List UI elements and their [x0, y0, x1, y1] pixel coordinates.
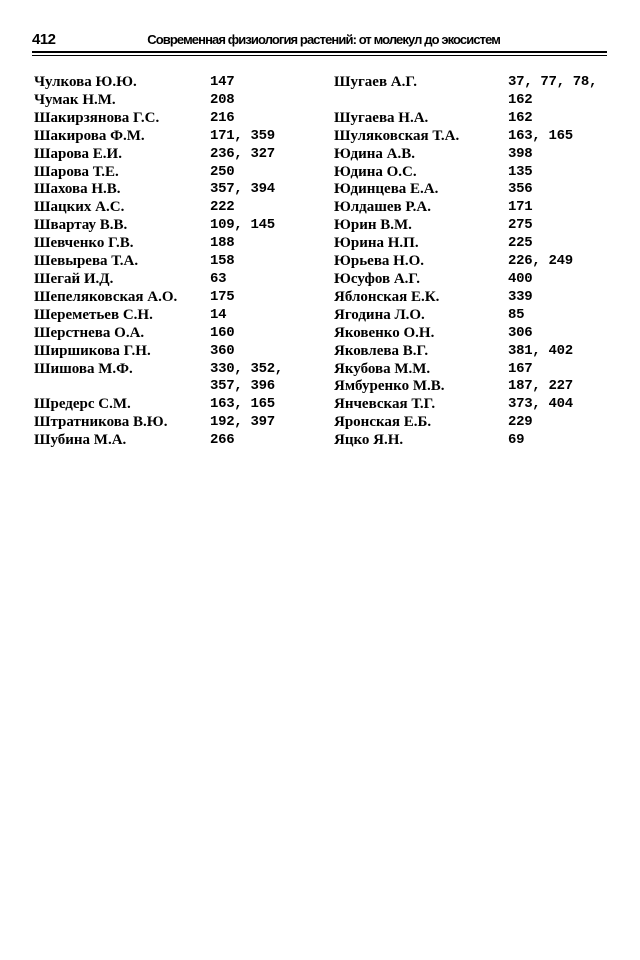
page-number: 412	[32, 31, 56, 48]
author-name: Яронская Е.Б.	[334, 414, 432, 431]
author-name: Яблонская Е.К.	[334, 288, 440, 305]
author-name: Юсуфов А.Г.	[334, 270, 421, 287]
author-name: Шугаева Н.А.	[334, 109, 429, 126]
author-name: Юдинцева Е.А.	[334, 181, 439, 198]
index-entry	[34, 432, 310, 450]
author-name: Шуляковская Т.А.	[334, 127, 460, 144]
author-name: Янчевская Т.Г.	[334, 396, 436, 413]
author-name: Яковенко О.Н.	[334, 324, 435, 341]
index-entry	[334, 396, 608, 414]
page-references: 163, 165	[508, 127, 573, 144]
index-entry	[334, 164, 608, 182]
header-rule-thick	[32, 51, 607, 53]
page-references: 225	[508, 235, 533, 252]
author-name: Штратникова В.Ю.	[34, 414, 168, 431]
index-entry	[34, 92, 310, 110]
running-header	[32, 31, 607, 51]
index-entry	[34, 146, 310, 164]
page-references: 216	[210, 109, 235, 126]
author-name: Ямбуренко М.В.	[334, 378, 445, 395]
header-rule-thin	[32, 55, 607, 56]
page-references: 339	[508, 288, 533, 305]
author-name: Шерстнева О.А.	[34, 324, 145, 341]
index-entry	[334, 235, 608, 253]
author-name: Шугаев А.Г.	[334, 74, 417, 90]
index-entry	[34, 414, 310, 432]
index-entry	[334, 146, 608, 164]
index-entry	[34, 307, 310, 325]
page-references: 85	[508, 306, 525, 323]
author-name: Шредерс С.М.	[34, 396, 131, 413]
page-references: 160	[210, 324, 235, 341]
author-name: Юрина Н.П.	[334, 235, 419, 252]
index-entry	[334, 181, 608, 199]
page-references: 163, 165	[210, 396, 275, 413]
page-references: 188	[210, 235, 235, 252]
page-references: 135	[508, 163, 533, 180]
index-entry	[34, 181, 310, 199]
index-entry	[334, 199, 608, 217]
index-entry	[34, 396, 310, 414]
author-name: Юдина О.С.	[334, 163, 417, 180]
index-entry	[34, 253, 310, 271]
page-references: 167	[508, 360, 533, 377]
index-entry	[334, 271, 608, 289]
page-references: 226, 249	[508, 253, 573, 270]
page-references: 381, 402	[508, 342, 573, 359]
author-name: Яцко Я.Н.	[334, 432, 404, 449]
page-references: 222	[210, 199, 235, 216]
index-entry	[334, 414, 608, 432]
page-references: 306	[508, 324, 533, 341]
index-entry	[334, 217, 608, 235]
page-references: 360	[210, 342, 235, 359]
author-name: Шевченко Г.В.	[34, 235, 134, 252]
index-entry	[34, 110, 310, 128]
author-name: Юлдашев Р.А.	[334, 199, 431, 216]
index-entry	[334, 325, 608, 343]
index-entry	[34, 343, 310, 361]
index-entry	[34, 289, 310, 307]
index-entry	[334, 289, 608, 307]
index-entry	[334, 74, 608, 110]
author-name: Шереметьев С.Н.	[34, 306, 153, 323]
page-references: 63	[210, 270, 227, 287]
author-name: Шацких А.С.	[34, 199, 125, 216]
author-name: Юрин В.М.	[334, 217, 412, 234]
page-references: 373, 404	[508, 396, 573, 413]
page-references: 158	[210, 253, 235, 270]
author-name: Шегай И.Д.	[34, 270, 114, 287]
index-entry	[34, 164, 310, 182]
index-column-left	[34, 74, 310, 450]
index-entry	[334, 432, 608, 450]
index-entry	[34, 235, 310, 253]
author-name: Шишова М.Ф.	[34, 360, 133, 377]
author-name: Шакирова Ф.М.	[34, 127, 145, 144]
page-references: 171, 359	[210, 127, 275, 144]
author-name: Якубова М.М.	[334, 360, 431, 377]
page-references: 187, 227	[508, 378, 573, 395]
author-name: Шарова Е.И.	[34, 145, 122, 162]
index-column-right	[334, 74, 608, 450]
page-references: 37, 77, 78, 162	[508, 74, 598, 108]
page-references: 171	[508, 199, 533, 216]
author-name: Шубина М.А.	[34, 432, 127, 449]
author-name: Чулкова Ю.Ю.	[34, 74, 137, 90]
page-references: 398	[508, 145, 533, 162]
index-entry	[34, 325, 310, 343]
index-entry	[34, 199, 310, 217]
page-references: 357, 394	[210, 181, 275, 198]
author-name: Шарова Т.Е.	[34, 163, 119, 180]
page-references: 69	[508, 432, 525, 449]
index-entry	[334, 307, 608, 325]
page-references: 266	[210, 432, 235, 449]
index-entry	[334, 361, 608, 379]
author-name: Юдина А.В.	[334, 145, 415, 162]
author-name: Шахова Н.В.	[34, 181, 121, 198]
author-name: Чумак Н.М.	[34, 91, 116, 108]
page-references: 356	[508, 181, 533, 198]
author-name: Шакирзянова Г.С.	[34, 109, 160, 126]
author-name: Юрьева Н.О.	[334, 253, 425, 270]
index-entry	[334, 128, 608, 146]
page-references: 109, 145	[210, 217, 275, 234]
author-name: Яковлева В.Г.	[334, 342, 429, 359]
page-references: 250	[210, 163, 235, 180]
page-references: 192, 397	[210, 414, 275, 431]
index-entry	[34, 217, 310, 235]
author-name: Ягодина Л.О.	[334, 306, 425, 323]
page-references: 175	[210, 288, 235, 305]
page-references: 275	[508, 217, 533, 234]
page-references: 330, 352, 357, 396	[210, 360, 283, 395]
index-entry	[334, 110, 608, 128]
page-references: 147	[210, 74, 235, 90]
index-entry	[334, 343, 608, 361]
author-name: Швартау В.В.	[34, 217, 128, 234]
author-name: Шевырева Т.А.	[34, 253, 139, 270]
page-references: 400	[508, 270, 533, 287]
index-entry	[34, 128, 310, 146]
page-references: 236, 327	[210, 145, 275, 162]
author-name: Ширшикова Г.Н.	[34, 342, 151, 359]
index-entry	[34, 271, 310, 289]
page-references: 229	[508, 414, 533, 431]
page-references: 162	[508, 109, 533, 126]
index-entry	[334, 253, 608, 271]
index-entry	[34, 361, 310, 397]
page-references: 14	[210, 306, 227, 323]
author-name: Шепеляковская А.О.	[34, 288, 178, 305]
book-title: Современная физиология растений: от молекул до экосистем	[147, 32, 500, 47]
index-entry	[334, 378, 608, 396]
page-references: 208	[210, 91, 235, 108]
index-entry	[34, 74, 310, 92]
